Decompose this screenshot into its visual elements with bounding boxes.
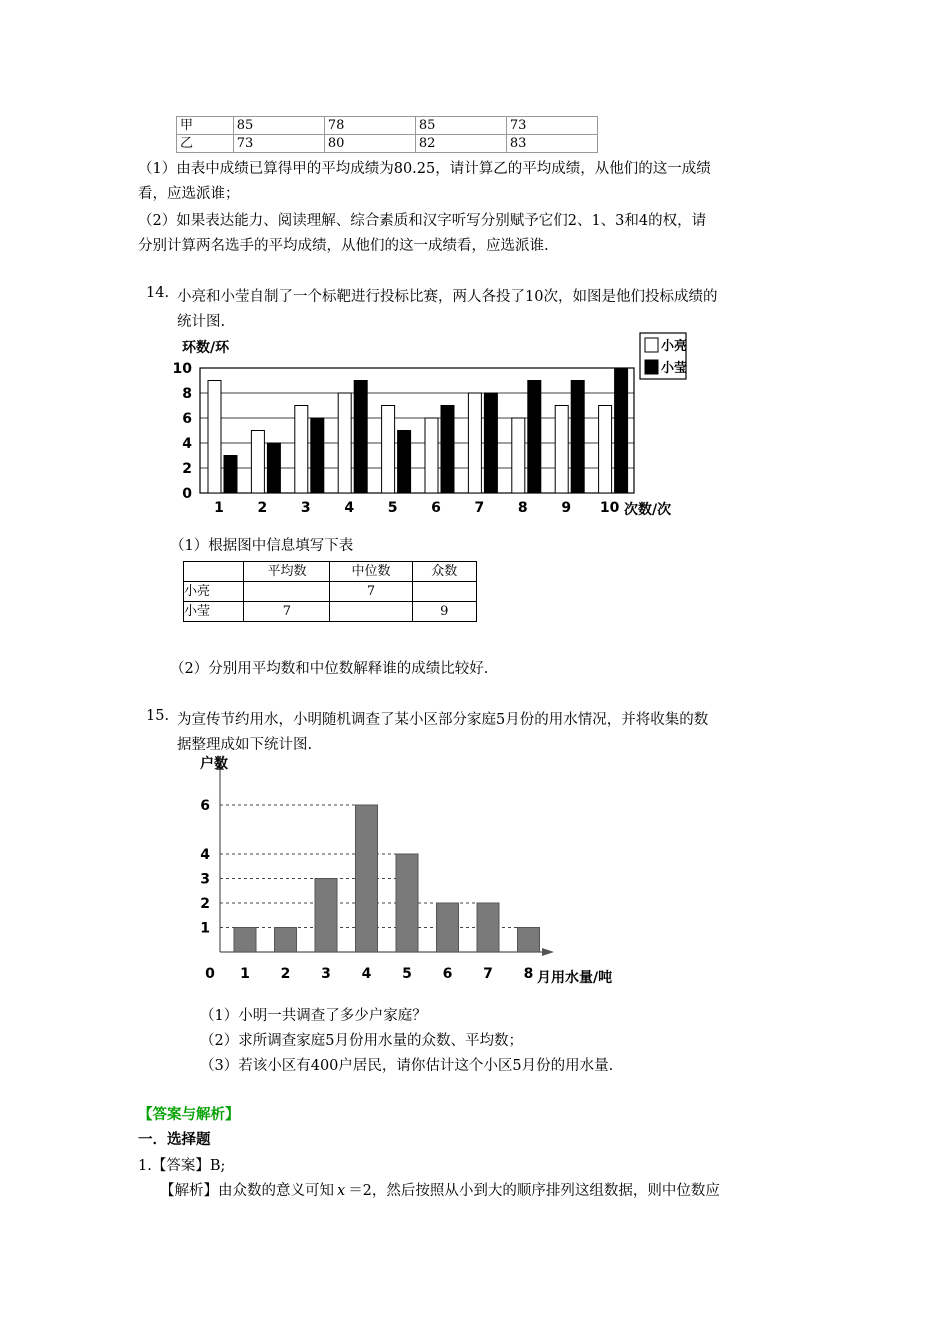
score-table [176,116,598,153]
explanation-tag: 【解析】 [160,1183,218,1199]
q15-sub3: （3）若该小区有400户居民，请你估计这个小区5月份的用水量. [200,1058,614,1074]
score-row [177,135,598,153]
stats-header-cell: 中位数 [330,562,412,582]
stats-value-cell: 7 [330,582,412,602]
q13-part2-line2: 分别计算两名选手的平均成绩，从他们的这一成绩看，应选派谁. [138,238,549,254]
contestant-name-cell: 甲 [177,117,234,135]
bar-xiaoying [484,393,497,493]
bar [234,928,256,953]
q15-sub2: （2）求所调查家庭5月份用水量的众数、平均数； [200,1033,523,1049]
x-tick-label: 5 [387,500,398,516]
bar-xiaoliang [468,393,481,493]
legend-swatch-xiaoying [645,360,658,374]
answers-header: 【答案与解析】 [138,1106,240,1123]
bar-xiaoliang [208,381,221,494]
bar [437,903,459,952]
score-cell: 80 [324,135,415,153]
stats-value-cell [412,582,476,602]
score-cell: 73 [233,135,324,153]
x-axis-label: 月用水量/吨 [537,970,613,986]
q14-stats-table [183,561,477,622]
bar-xiaoliang [251,431,264,494]
bar-xiaoying [615,368,628,493]
q14-number: 14. [146,285,170,301]
answer-1-label: 1.【答案】B; [138,1158,226,1174]
x-tick-label: 6 [442,966,453,982]
bar-xiaoying [311,418,324,493]
q14-line2: 统计图. [177,314,226,330]
y-tick-label: 4 [200,847,210,863]
legend-label-xiaoying: 小莹 [661,361,688,376]
bar-xiaoliang [338,393,351,493]
y-tick-label: 1 [200,920,210,937]
throw-score-chart [170,330,690,520]
bar-xiaoying [224,456,237,494]
legend-label-xiaoliang: 小亮 [661,339,688,354]
x-tick-label: 7 [474,500,485,516]
y-tick-label: 8 [182,386,192,402]
bar-xiaoliang [599,406,612,494]
x-tick-label: 2 [257,500,268,516]
plot-frame [200,368,634,493]
bar-xiaoying [441,406,454,494]
stats-header-cell: 众数 [412,562,476,582]
stats-value-cell: 9 [412,602,476,622]
y-tick-label: 6 [200,798,210,814]
y-tick-label: 3 [200,871,210,888]
answer-1-explanation [160,1179,720,1200]
score-cell: 78 [324,117,415,135]
score-row [177,117,598,135]
q14-line1: 小亮和小莹自制了一个标靶进行投标比赛，两人各投了10次，如图是他们投标成绩的 [177,289,718,305]
stats-header-row [184,562,477,582]
section-heading: 一．选择题 [138,1131,211,1148]
x-tick-label: 5 [402,966,412,982]
stats-name-cell: 小亮 [184,582,244,602]
x-tick-label: 6 [431,500,441,516]
legend-swatch-xiaoliang [645,338,658,352]
y-axis-label: 环数/环 [182,340,230,356]
x-tick-label: 8 [517,500,528,516]
x-tick-label: 2 [280,966,291,982]
bar-xiaoliang [382,406,395,494]
y-tick-label: 10 [172,361,192,377]
bar [315,879,337,953]
bar-xiaoliang [425,418,438,493]
bar [275,928,297,953]
q15-line1: 为宣传节约用水，小明随机调查了某小区部分家庭5月份的用水情况，并将收集的数 [177,712,709,728]
bar-xiaoying [267,443,280,493]
y-tick-label: 4 [182,436,192,452]
x-tick-label: 9 [561,500,572,516]
x-tick-label: 3 [300,500,311,516]
score-cell: 85 [233,117,324,135]
q13-part1-line1: （1）由表中成绩已算得甲的平均成绩为80.25，请计算乙的平均成绩，从他们的这一成绩 [138,161,711,177]
stats-header-cell [184,562,244,582]
bar [477,903,499,952]
stats-value-cell: 7 [244,602,330,622]
stats-row [184,602,477,622]
x-tick-label: 3 [321,966,331,982]
q15-line2: 据整理成如下统计图. [177,737,313,753]
score-cell: 73 [506,117,597,135]
x-axis-arrow [542,948,554,956]
stats-header-cell: 平均数 [244,562,330,582]
score-cell: 85 [415,117,506,135]
q13-part1-line2: 看，应选派谁； [138,186,240,202]
x-tick-label: 4 [344,500,355,516]
bar-xiaoliang [512,418,525,493]
score-cell: 83 [506,135,597,153]
stats-value-cell [330,602,412,622]
x-tick-label: 1 [214,500,224,516]
water-usage-chart [190,750,650,990]
variable-x: x [337,1183,346,1199]
y-tick-label: 6 [182,411,192,427]
bar-xiaoying [571,381,584,494]
q14-sub2: （2）分别用平均数和中位数解释谁的成绩比较好. [170,661,489,677]
bar-xiaoying [398,431,411,494]
q15-sub1: （1）小明一共调查了多少户家庭？ [200,1008,427,1024]
q13-part2-line1: （2）如果表达能力、阅读理解、综合素质和汉字听写分别赋予它们2、1、3和4的权，请 [138,213,707,229]
origin-label: 0 [205,966,215,982]
y-tick-label: 2 [182,461,192,477]
bar [356,805,378,952]
q14-sub1: （1）根据图中信息填写下表 [170,538,354,554]
stats-name-cell: 小莹 [184,602,244,622]
score-cell: 82 [415,135,506,153]
bar-xiaoliang [295,406,308,494]
x-tick-label: 10 [599,500,620,516]
bar-xiaoying [528,381,541,494]
y-tick-label: 0 [182,486,192,502]
bar-xiaoliang [555,406,568,494]
q15-number: 15. [146,708,170,724]
x-tick-label: 4 [361,966,372,982]
x-tick-label: 7 [483,966,493,982]
explanation-text-2: ＝2，然后按照从小到大的顺序排列这组数据，则中位数应 [348,1183,720,1199]
stats-value-cell [244,582,330,602]
bar [396,854,418,952]
x-axis-label: 次数/次 [624,502,672,518]
x-tick-label: 1 [240,966,250,982]
y-tick-label: 2 [200,896,210,912]
bar [518,928,540,953]
bar-xiaoying [354,381,367,494]
explanation-text-1: 由众数的意义可知 [218,1183,334,1199]
stats-row [184,582,477,602]
x-tick-label: 8 [523,966,534,982]
contestant-name-cell: 乙 [177,135,234,153]
y-axis-label: 户数 [200,756,228,772]
